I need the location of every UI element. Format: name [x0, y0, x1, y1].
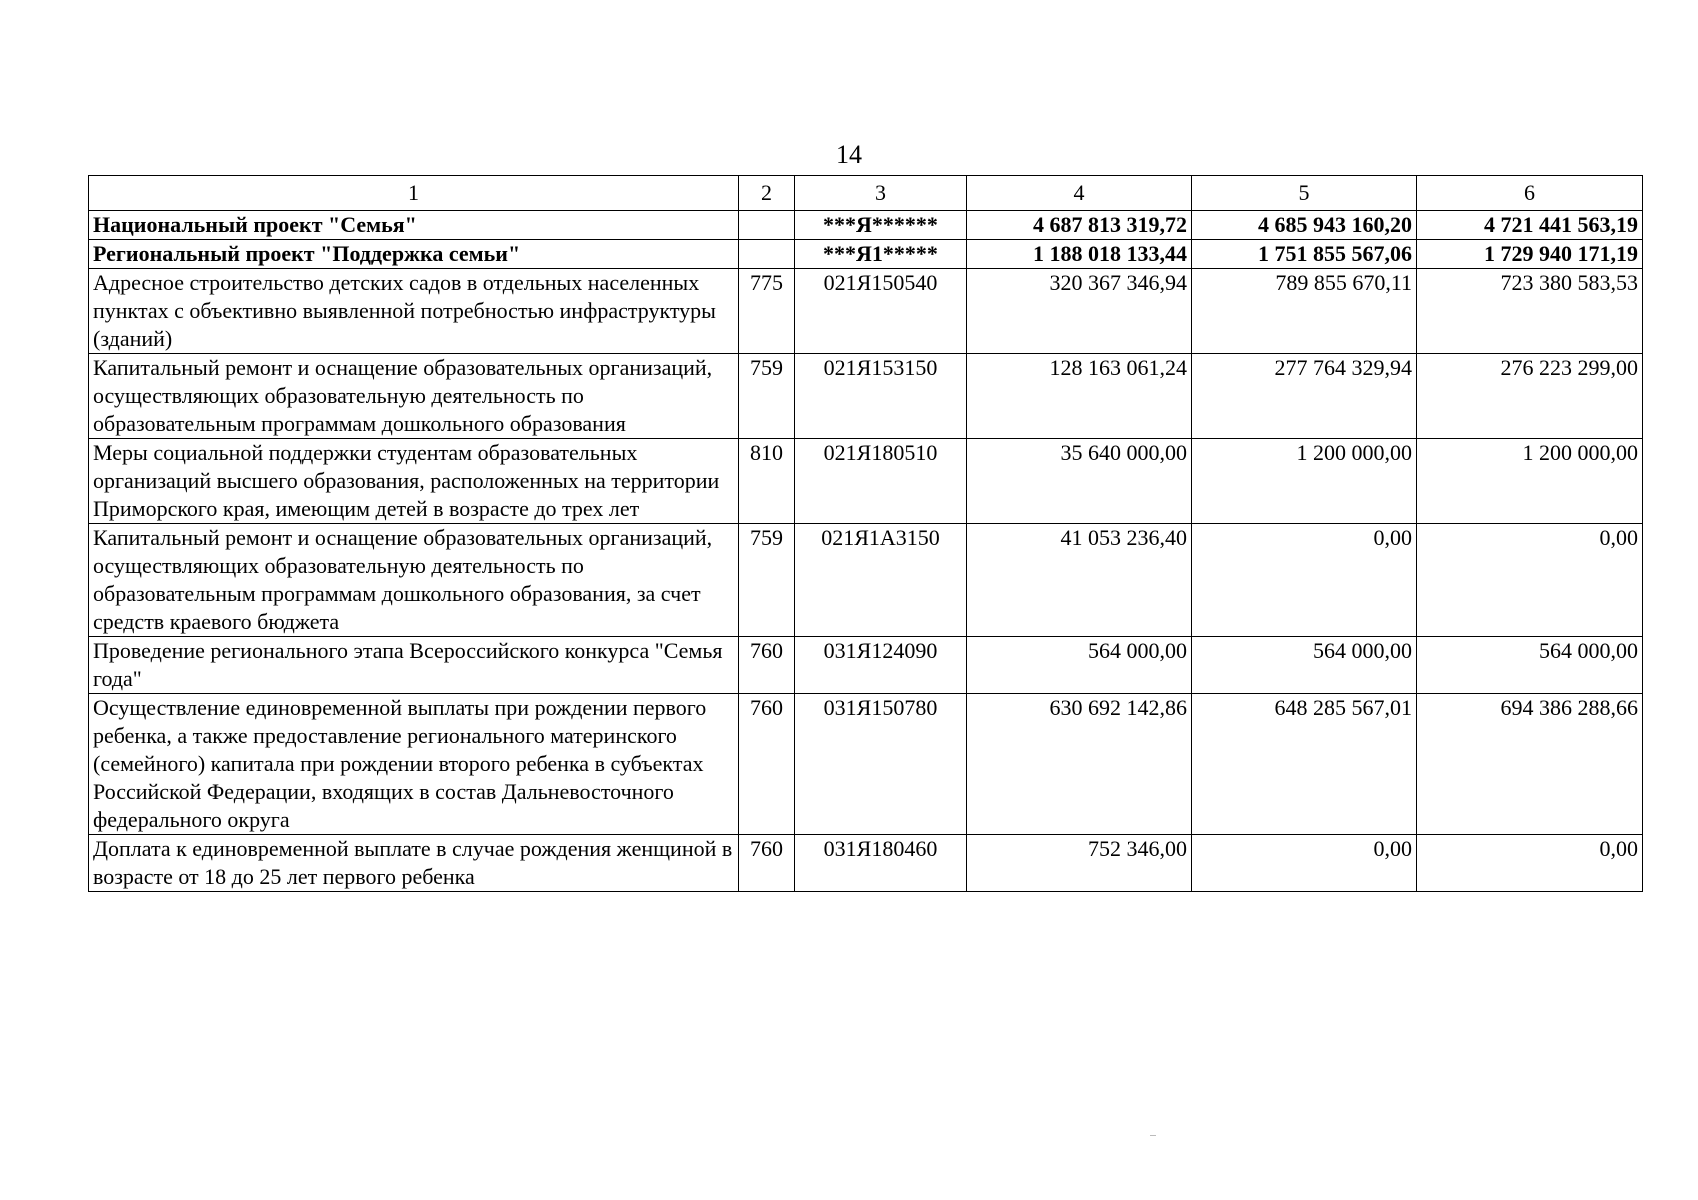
row-name-cell: Меры социальной поддержки студентам образовательных организаций высшего образования, расположенных на территории Приморского края, имеющим детей в возрасте до трех лет — [89, 439, 739, 524]
summary-row — [89, 240, 1643, 269]
column-number-3: 3 — [795, 176, 967, 211]
row-name-cell: Региональный проект "Поддержка семьи" — [89, 240, 739, 269]
amount-col6-cell: 276 223 299,00 — [1417, 354, 1643, 439]
table-row — [89, 524, 1643, 637]
amount-col6-cell: 723 380 583,53 — [1417, 269, 1643, 354]
scan-speck — [1150, 1135, 1156, 1136]
target-code-cell: 031Я180460 — [795, 835, 967, 892]
target-code-cell: 021Я180510 — [795, 439, 967, 524]
target-code-cell: ***Я****** — [795, 211, 967, 240]
amount-col6-cell: 564 000,00 — [1417, 637, 1643, 694]
target-code-cell: 021Я1А3150 — [795, 524, 967, 637]
table-body — [89, 176, 1643, 892]
table-row — [89, 354, 1643, 439]
target-code-cell: ***Я1***** — [795, 240, 967, 269]
amount-col4-cell: 320 367 346,94 — [967, 269, 1192, 354]
row-name-cell: Осуществление единовременной выплаты при рождении первого ребенка, а также предоставление регионального материнского (семейного) капитала при рождении второго ребенка в субъектах Российской Федерации, входящих в состав Дальневосточного федерального округа — [89, 694, 739, 835]
amount-col4-cell: 128 163 061,24 — [967, 354, 1192, 439]
amount-col4-cell: 41 053 236,40 — [967, 524, 1192, 637]
amount-col5-cell: 0,00 — [1192, 524, 1417, 637]
department-code-cell: 810 — [739, 439, 795, 524]
table-row — [89, 439, 1643, 524]
summary-row — [89, 211, 1643, 240]
department-code-cell — [739, 240, 795, 269]
amount-col5-cell: 1 751 855 567,06 — [1192, 240, 1417, 269]
table-row — [89, 694, 1643, 835]
budget-table — [88, 175, 1643, 892]
amount-col5-cell: 0,00 — [1192, 835, 1417, 892]
target-code-cell: 021Я150540 — [795, 269, 967, 354]
amount-col4-cell: 1 188 018 133,44 — [967, 240, 1192, 269]
column-number-row — [89, 176, 1643, 211]
amount-col5-cell: 277 764 329,94 — [1192, 354, 1417, 439]
target-code-cell: 031Я124090 — [795, 637, 967, 694]
target-code-cell: 021Я153150 — [795, 354, 967, 439]
amount-col6-cell: 1 729 940 171,19 — [1417, 240, 1643, 269]
department-code-cell: 760 — [739, 694, 795, 835]
department-code-cell — [739, 211, 795, 240]
amount-col6-cell: 694 386 288,66 — [1417, 694, 1643, 835]
column-number-1: 1 — [89, 176, 739, 211]
amount-col6-cell: 1 200 000,00 — [1417, 439, 1643, 524]
page-number: 14 — [836, 140, 862, 169]
amount-col4-cell: 564 000,00 — [967, 637, 1192, 694]
column-number-5: 5 — [1192, 176, 1417, 211]
amount-col5-cell: 1 200 000,00 — [1192, 439, 1417, 524]
department-code-cell: 760 — [739, 637, 795, 694]
department-code-cell: 760 — [739, 835, 795, 892]
row-name-cell: Доплата к единовременной выплате в случае рождения женщиной в возрасте от 18 до 25 лет первого ребенка — [89, 835, 739, 892]
amount-col6-cell: 0,00 — [1417, 524, 1643, 637]
row-name-cell: Национальный проект "Семья" — [89, 211, 739, 240]
amount-col6-cell: 0,00 — [1417, 835, 1643, 892]
table-row — [89, 637, 1643, 694]
amount-col5-cell: 4 685 943 160,20 — [1192, 211, 1417, 240]
amount-col5-cell: 789 855 670,11 — [1192, 269, 1417, 354]
row-name-cell: Капитальный ремонт и оснащение образовательных организаций, осуществляющих образовательную деятельность по образовательным программам дошкольного образования — [89, 354, 739, 439]
amount-col5-cell: 564 000,00 — [1192, 637, 1417, 694]
amount-col4-cell: 4 687 813 319,72 — [967, 211, 1192, 240]
table-row — [89, 835, 1643, 892]
row-name-cell: Адресное строительство детских садов в отдельных населенных пунктах с объективно выявленной потребностью инфраструктуры (зданий) — [89, 269, 739, 354]
table-row — [89, 269, 1643, 354]
target-code-cell: 031Я150780 — [795, 694, 967, 835]
amount-col4-cell: 752 346,00 — [967, 835, 1192, 892]
column-number-6: 6 — [1417, 176, 1643, 211]
department-code-cell: 759 — [739, 524, 795, 637]
column-number-2: 2 — [739, 176, 795, 211]
column-number-4: 4 — [967, 176, 1192, 211]
row-name-cell: Проведение регионального этапа Всероссийского конкурса "Семья года" — [89, 637, 739, 694]
amount-col5-cell: 648 285 567,01 — [1192, 694, 1417, 835]
amount-col4-cell: 630 692 142,86 — [967, 694, 1192, 835]
department-code-cell: 759 — [739, 354, 795, 439]
amount-col4-cell: 35 640 000,00 — [967, 439, 1192, 524]
amount-col6-cell: 4 721 441 563,19 — [1417, 211, 1643, 240]
department-code-cell: 775 — [739, 269, 795, 354]
row-name-cell: Капитальный ремонт и оснащение образовательных организаций, осуществляющих образовательную деятельность по образовательным программам дошкольного образования, за счет средств краевого бюджета — [89, 524, 739, 637]
